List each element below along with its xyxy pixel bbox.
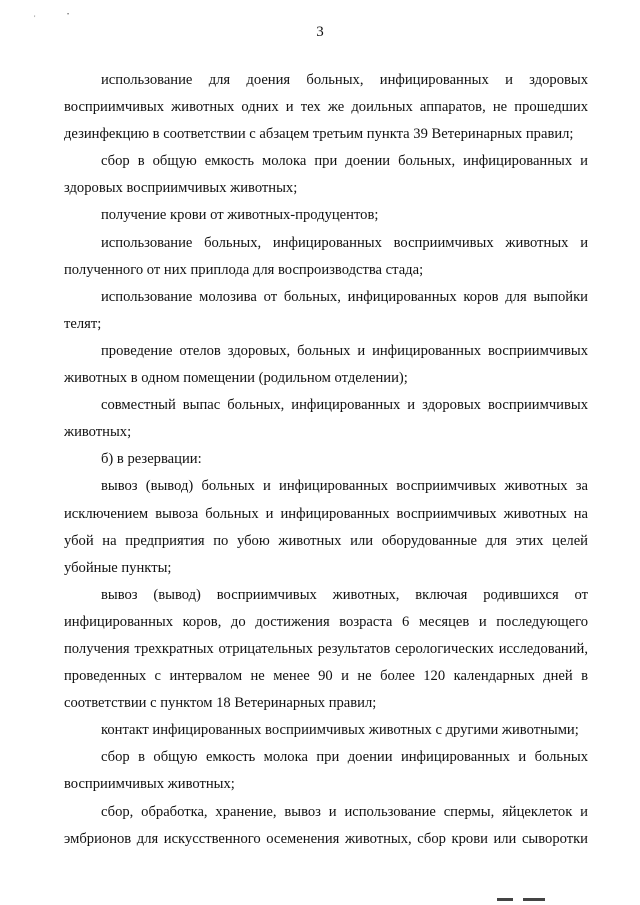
paragraph-line: восприимчивых животных одних и тех же доильных аппаратов, не прошедших [64,99,588,116]
paragraph-line: проведение отелов здоровых, больных и инфицированных восприимчивых [101,342,588,359]
paragraph [64,582,588,717]
paragraph-line: животных; [64,424,132,441]
paragraph [64,473,588,581]
paragraph-line: вывоз (вывод) восприимчивых животных, включая родившихся от [101,586,588,603]
paragraph-line: сбор в общую емкость молока при доении больных, инфицированных и [101,153,588,170]
paragraph-line: совместный выпас больных, инфицированных и здоровых восприимчивых [101,397,588,414]
paragraph-line: убой на предприятия по убою животных или оборудованные для этих целей [64,532,588,549]
paragraph-line: получение крови от животных-продуцентов; [101,207,379,224]
scan-edge-mark [523,898,545,901]
paragraph-line: полученного от них приплода для воспроизводства стада; [64,261,424,278]
paragraph-line: контакт инфицированных восприимчивых животных с другими животными; [101,722,579,739]
document-body [64,67,588,853]
paragraph-line: восприимчивых животных; [64,776,235,793]
paragraph-line: б) в резервации: [101,451,202,468]
paragraph-line: использование для доения больных, инфицированных и здоровых [101,72,588,88]
paragraph-line: исключением вывоза больных и инфицированных восприимчивых животных на [64,505,588,522]
scan-mark: • [67,12,70,18]
paragraph-line: соответствии с пунктом 18 Ветеринарных правил; [64,695,377,712]
paragraph [64,284,588,338]
paragraph-line: здоровых восприимчивых животных; [64,180,298,197]
paragraph [64,446,588,473]
paragraph-line: проведенных с интервалом не менее 90 и не более 120 календарных дней в [64,668,588,685]
paragraph [64,717,588,744]
paragraph [64,744,588,798]
paragraph-line: эмбрионов для искусственного осеменения животных, сбор крови или сыворотки [64,830,588,847]
paragraph [64,230,588,284]
paragraph-line: телят; [64,315,102,332]
paragraph-line: получения трехкратных отрицательных результатов серологических исследований, [64,640,588,657]
paragraph-line: использование больных, инфицированных восприимчивых животных и [101,234,588,251]
paragraph-line: вывоз (вывод) больных и инфицированных восприимчивых животных за [101,478,588,495]
paragraph [64,148,588,202]
paragraph-line: использование молозива от больных, инфицированных коров для выпойки [101,288,588,305]
paragraph-line: дезинфекцию в соответствии с абзацем третьим пункта 39 Ветеринарных правил; [64,126,574,143]
page-number: 3 [316,24,324,40]
paragraph-line: животных в одном помещении (родильном отделении); [64,370,408,387]
paragraph [64,67,588,148]
scan-edge-mark [497,898,513,901]
paragraph [64,799,588,853]
paragraph-line: сбор, обработка, хранение, вывоз и использование спермы, яйцеклеток и [101,803,588,820]
paragraph [64,392,588,446]
paragraph [64,202,588,229]
paragraph-line: сбор в общую емкость молока при доении инфицированных и больных [101,749,588,766]
paragraph-line: убойные пункты; [64,559,172,576]
scan-mark: , [34,12,36,18]
paragraph [64,338,588,392]
paragraph-line: инфицированных коров, до достижения возраста 6 месяцев и последующего [64,613,588,630]
